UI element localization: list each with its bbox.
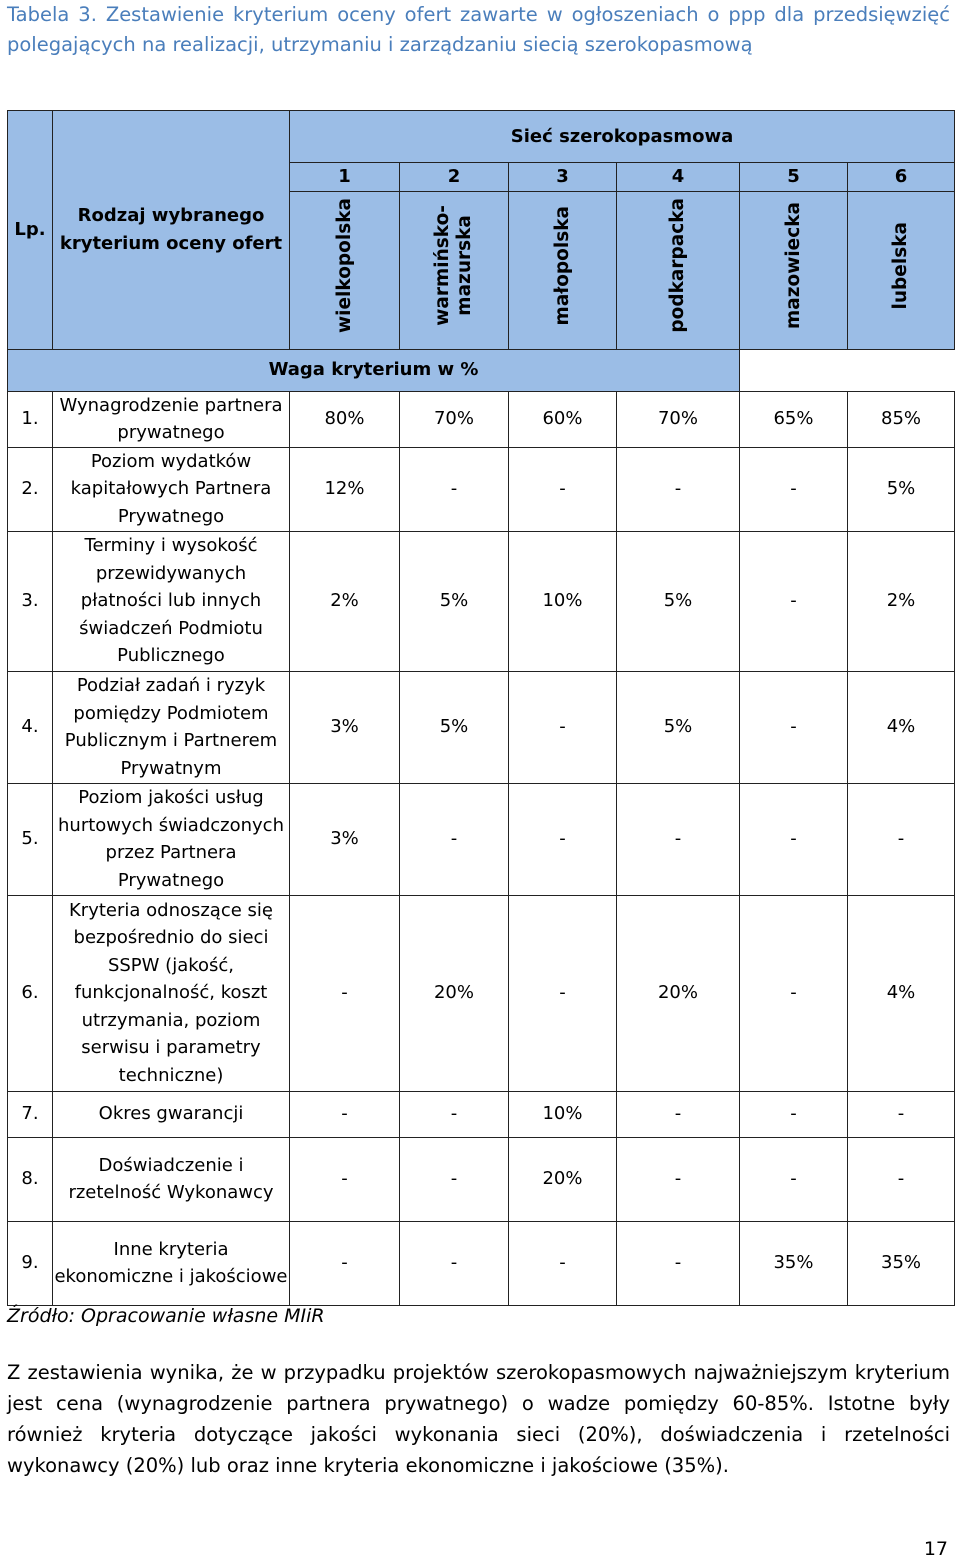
region-label: warmińsko- mazurska [432,205,475,327]
col-number: 5 [740,163,848,192]
region-header [848,191,955,349]
table-row [8,1091,955,1137]
weight-cell: - [848,1091,955,1137]
region-label: podkarpacka [667,198,688,334]
criterion-header: Rodzaj wybranego kryterium oceny ofert [53,111,290,350]
weight-cell: - [617,1221,740,1305]
weight-cell: - [740,447,848,531]
region-header [290,191,400,349]
weight-cell: 60% [509,391,617,447]
weight-cell: 70% [400,391,509,447]
weight-cell: 80% [290,391,400,447]
weight-cell: 5% [400,671,509,783]
weight-cell: - [400,1091,509,1137]
table-body [8,391,955,1305]
weight-cell: - [848,783,955,895]
region-header [617,191,740,349]
row-number: 3. [8,531,53,671]
source-note: Źródło: Opracowanie własne MIiR [7,1305,325,1327]
weight-cell: - [400,1137,509,1221]
weight-cell: - [617,783,740,895]
region-label: lubelska [890,222,911,310]
col-number: 3 [509,163,617,192]
row-number: 5. [8,783,53,895]
criterion-cell: Terminy i wysokość przewidywanych płatności lub innych świadczeń Podmiotu Publicznego [53,531,290,671]
criterion-cell: Wynagrodzenie partnera prywatnego [53,391,290,447]
row-number: 6. [8,895,53,1091]
weight-cell: 12% [290,447,400,531]
row-number: 4. [8,671,53,783]
weight-cell: - [290,1137,400,1221]
criterion-cell: Poziom jakości usług hurtowych świadczonych przez Partnera Prywatnego [53,783,290,895]
weight-cell: 10% [509,531,617,671]
weight-cell: - [740,531,848,671]
weight-cell: - [740,1091,848,1137]
weight-cell: 65% [740,391,848,447]
weight-cell: - [740,1137,848,1221]
weight-cell: 20% [400,895,509,1091]
weight-cell: 3% [290,783,400,895]
weight-cell: 20% [617,895,740,1091]
weight-cell: 4% [848,895,955,1091]
weight-cell: - [509,671,617,783]
weight-cell: 35% [848,1221,955,1305]
region-label: małopolska [551,206,573,326]
weight-cell: 85% [848,391,955,447]
criterion-cell: Poziom wydatków kapitałowych Partnera Prywatnego [53,447,290,531]
weight-cell: 3% [290,671,400,783]
table-row [8,895,955,1091]
region-header [400,191,509,349]
row-number: 7. [8,1091,53,1137]
criterion-cell: Podział zadań i ryzyk pomiędzy Podmiotem Publicznym i Partnerem Prywatnym [53,671,290,783]
table-row [8,671,955,783]
weight-cell: 20% [509,1137,617,1221]
col-number: 1 [290,163,400,192]
network-group-header: Sieć szerokopasmowa [290,111,955,163]
table-row [8,447,955,531]
criterion-cell: Kryteria odnoszące się bezpośrednio do sieci SSPW (jakość, funkcjonalność, koszt utrzymania, poziom serwisu i parametry techniczne) [53,895,290,1091]
table-row [8,1221,955,1305]
table-row [8,1137,955,1221]
col-number: 2 [400,163,509,192]
weight-cell: 10% [509,1091,617,1137]
weight-cell: - [400,783,509,895]
weight-cell: - [509,447,617,531]
region-header [740,191,848,349]
row-number: 9. [8,1221,53,1305]
weight-cell: 4% [848,671,955,783]
weight-cell: - [290,1221,400,1305]
lp-header: Lp. [8,111,53,350]
col-number: 6 [848,163,955,192]
weight-cell: - [290,1091,400,1137]
weight-cell: - [740,895,848,1091]
criterion-cell: Doświadczenie i rzetelność Wykonawcy [53,1137,290,1221]
weight-cell: - [509,783,617,895]
weight-cell: 35% [740,1221,848,1305]
weight-cell: 5% [617,531,740,671]
weight-cell: 5% [848,447,955,531]
table-caption: Tabela 3. Zestawienie kryterium oceny ofert zawarte w ogłoszeniach o ppp dla przedsięwzięć polegających na realizacji, utrzymaniu i zarządzaniu siecią szerokopasmową [7,3,950,56]
weight-cell: - [740,671,848,783]
weight-cell: - [617,1137,740,1221]
weight-cell: 2% [848,531,955,671]
weight-cell: 5% [400,531,509,671]
col-number: 4 [617,163,740,192]
weight-cell: 5% [617,671,740,783]
weight-cell: - [509,895,617,1091]
weight-cell: - [617,1091,740,1137]
weight-cell: - [740,783,848,895]
criterion-cell: Okres gwarancji [53,1091,290,1137]
weight-cell: 70% [617,391,740,447]
criterion-cell: Inne kryteria ekonomiczne i jakościowe [53,1221,290,1305]
page-number: 17 [923,1538,948,1560]
table-row [8,783,955,895]
weight-cell: - [617,447,740,531]
weight-cell: - [848,1137,955,1221]
table-row [8,391,955,447]
weight-cell: - [400,447,509,531]
weight-cell: - [509,1221,617,1305]
weight-cell: - [400,1221,509,1305]
weight-cell: 2% [290,531,400,671]
row-number: 1. [8,391,53,447]
summary-paragraph: Z zestawienia wynika, że w przypadku projektów szerokopasmowych najważniejszym kryterium jest cena (wynagrodzenie partnera prywatnego) o wadze pomiędzy 60-85%. Istotne były również kryteria dotyczące jakości wykonania sieci (20%), doświadczenia i rzetelności wykonawcy (20%) lub oraz inne kryteria ekonomiczne i jakościowe (35%). [7,1361,950,1477]
row-number: 8. [8,1137,53,1221]
weight-cell: - [290,895,400,1091]
region-label: wielkopolska [333,198,355,334]
row-number: 2. [8,447,53,531]
region-header [509,191,617,349]
region-label: mazowiecka [782,202,804,330]
weight-header: Waga kryterium w % [8,349,740,391]
table-row [8,531,955,671]
criteria-table [7,110,955,1306]
